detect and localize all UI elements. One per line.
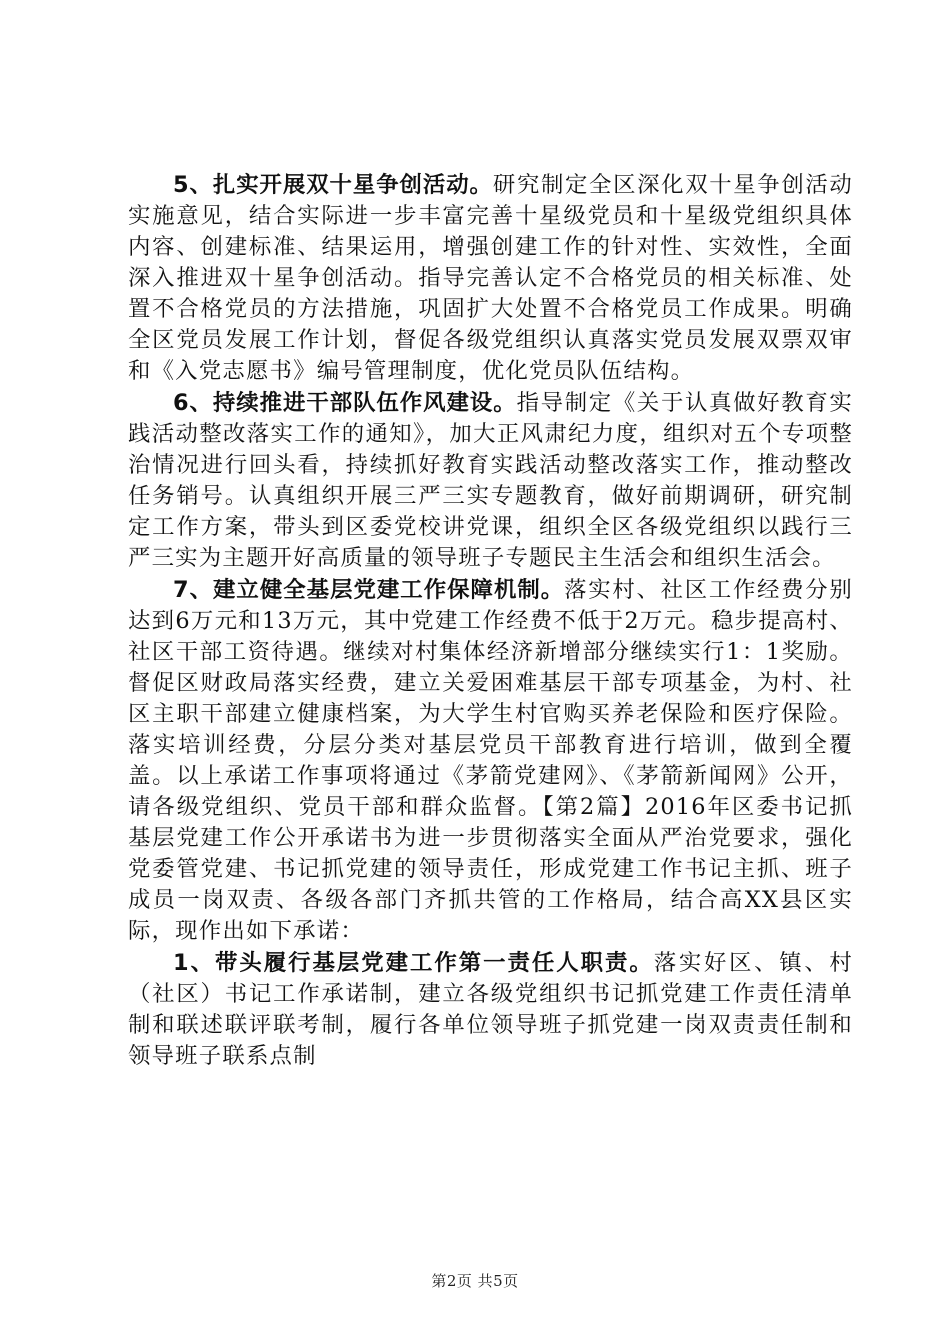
paragraph-heading: 1、带头履行基层党建工作第一责任人职责。 bbox=[173, 950, 654, 976]
paragraph-1 bbox=[128, 948, 853, 1072]
paragraph-heading: 6、持续推进干部队伍作风建设。 bbox=[173, 390, 517, 416]
paragraph-5 bbox=[128, 170, 853, 387]
paragraph-heading: 5、扎实开展双十星争创活动。 bbox=[173, 172, 493, 198]
page-footer: 第2页 共5页 bbox=[431, 1272, 519, 1290]
paragraph-7 bbox=[128, 575, 853, 947]
paragraph-text: 研究制定全区深化双十星争创活动实施意见，结合实际进一步丰富完善十星级党员和十星级党组织具体内容、创建标准、结果运用，增强创建工作的针对性、实效性，全面深入推进双十星争创活动。指导完善认定不合格党员的相关标准、处置不合格党员的方法措施，巩固扩大处置不合格党员工作成果。明确全区党员发展工作计划，督促各级党组织认真落实党员发展双票双审和《入党志愿书》编号管理制度，优化党员队伍结构。 bbox=[128, 172, 853, 384]
paragraph-text: 落实村、社区工作经费分别达到6万元和13万元，其中党建工作经费不低于2万元。稳步提高村、社区干部工资待遇。继续对村集体经济新增部分继续实行1：1奖励。督促区财政局落实经费，建立关爱困难基层干部专项基金，为村、社区主职干部建立健康档案，为大学生村官购买养老保险和医疗保险。落实培训经费，分层分类对基层党员干部教育进行培训，做到全覆盖。以上承诺工作事项将通过《茅箭党建网》、《茅箭新闻网》公开，请各级党组织、党员干部和群众监督。【第2篇】2016年区委书记抓基层党建工作公开承诺书为进一步贯彻落实全面从严治党要求，强化党委管党建、书记抓党建的领导责任，形成党建工作书记主抓、班子成员一岗双责、各级各部门齐抓共管的工作格局，结合高XX县区实际，现作出如下承诺： bbox=[128, 577, 853, 944]
paragraph-text: 落实好区、镇、村（社区）书记工作承诺制，建立各级党组织书记抓党建工作责任清单制和联述联评联考制，履行各单位领导班子抓党建一岗双责责任制和领导班子联系点制 bbox=[128, 950, 853, 1069]
paragraph-6 bbox=[128, 388, 853, 574]
paragraph-heading: 7、建立健全基层党建工作保障机制。 bbox=[173, 577, 565, 603]
paragraph-text: 指导制定《关于认真做好教育实践活动整改落实工作的通知》，加大正风肃纪力度，组织对五个专项整治情况进行回头看，持续抓好教育实践活动整改落实工作，推动整改任务销号。认真组织开展三严三实专题教育，做好前期调研，研究制定工作方案，带头到区委党校讲党课，组织全区各级党组织以践行三严三实为主题开好高质量的领导班子专题民主生活会和组织生活会。 bbox=[128, 390, 853, 571]
document-body bbox=[128, 170, 853, 1073]
